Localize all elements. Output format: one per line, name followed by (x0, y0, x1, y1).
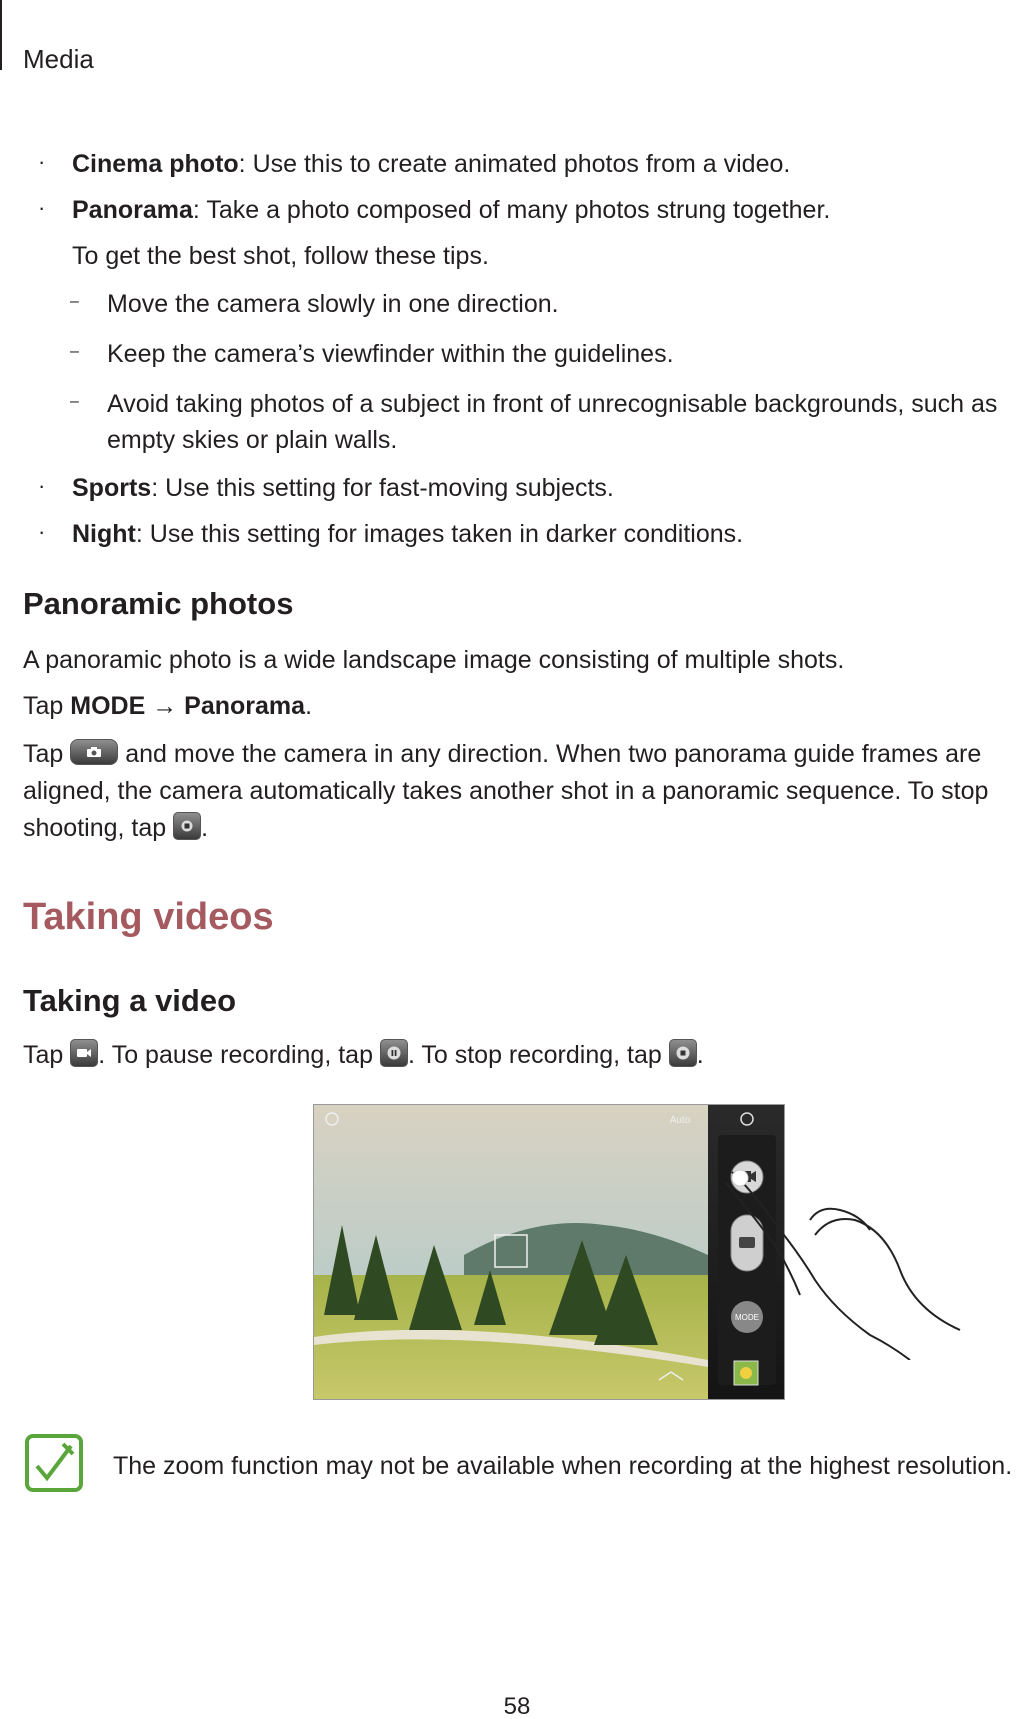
tip-item: Keep the camera’s viewfinder within the guidelines. (107, 340, 674, 368)
text-fragment: shooting, tap (23, 814, 174, 842)
period: . (696, 1041, 704, 1069)
text-fragment: . To pause recording, tap (98, 1041, 380, 1069)
mode-desc: : Use this setting for fast-moving subjects. (151, 474, 614, 502)
mode-desc: : Take a photo composed of many photos strung together. (192, 196, 831, 224)
camera-button-icon (70, 739, 118, 765)
bullet-dot: · (38, 473, 46, 498)
mode-button-label: MODE (735, 1313, 759, 1322)
camera-screenshot (313, 1104, 785, 1400)
panoramic-heading: Panoramic photos (23, 586, 294, 621)
panoramic-step-shoot (23, 736, 981, 772)
tip-item: Move the camera slowly in one direction. (107, 290, 559, 318)
panorama-label: Panorama (184, 692, 306, 720)
auto-label: Auto (669, 1115, 691, 1126)
hand-pointer-illustration (720, 1160, 970, 1360)
mode-label: MODE (70, 692, 146, 720)
pause-icon (380, 1039, 408, 1067)
period: . (201, 814, 209, 842)
mode-term: Night (72, 520, 136, 548)
tips-intro: To get the best shot, follow these tips. (72, 242, 489, 270)
header-rule (0, 0, 2, 70)
bullet-dot: · (38, 149, 46, 174)
panoramic-step-shoot-line2: aligned, the camera automatically takes another shot in a panoramic sequence. To stop (23, 777, 989, 805)
switch-camera-icon (741, 1113, 753, 1125)
section-header: Media (23, 44, 94, 74)
bullet-dot: · (38, 519, 46, 544)
mode-item-night (72, 516, 743, 552)
mode-desc: : Use this setting for images taken in darker conditions. (135, 520, 744, 548)
period: . (305, 692, 313, 720)
text-fragment: and move the camera in any direction. When two panorama guide frames are (118, 740, 982, 768)
dash: – (70, 343, 79, 360)
stop-button-icon (669, 1039, 697, 1067)
mode-item-sports (72, 470, 614, 506)
tip-item-continued: empty skies or plain walls. (107, 426, 398, 454)
taking-video-subheading: Taking a video (23, 983, 237, 1018)
mode-term: Sports (72, 474, 152, 502)
mode-item-panorama (72, 192, 830, 228)
video-record-icon (70, 1039, 98, 1067)
arrow-text: → (145, 692, 185, 720)
panoramic-step-shoot-line3 (23, 810, 208, 846)
text-fragment: . To stop recording, tap (407, 1041, 669, 1069)
panoramic-intro: A panoramic photo is a wide landscape image consisting of multiple shots. (23, 646, 845, 674)
note-check-icon (25, 1434, 83, 1492)
note-text: The zoom function may not be available when recording at the highest resolution. (113, 1452, 1013, 1480)
stop-button-icon (173, 812, 201, 840)
tip-item: Avoid taking photos of a subject in front of unrecognisable backgrounds, such as (107, 390, 998, 418)
video-instructions (23, 1037, 704, 1073)
page-number: 58 (503, 1693, 531, 1719)
text-tap: Tap (23, 740, 71, 768)
taking-videos-heading: Taking videos (23, 896, 274, 938)
landscape-image (314, 1105, 708, 1400)
mode-term: Cinema photo (72, 150, 239, 178)
panoramic-step-mode (23, 688, 312, 724)
text-tap: Tap (23, 1041, 71, 1069)
mode-desc: : Use this to create animated photos from a video. (238, 150, 791, 178)
dash: – (70, 293, 79, 310)
mode-term: Panorama (72, 196, 193, 224)
dash: – (70, 393, 79, 410)
bullet-dot: · (38, 195, 46, 220)
mode-item-cinema-photo (72, 146, 790, 182)
text-tap: Tap (23, 692, 71, 720)
